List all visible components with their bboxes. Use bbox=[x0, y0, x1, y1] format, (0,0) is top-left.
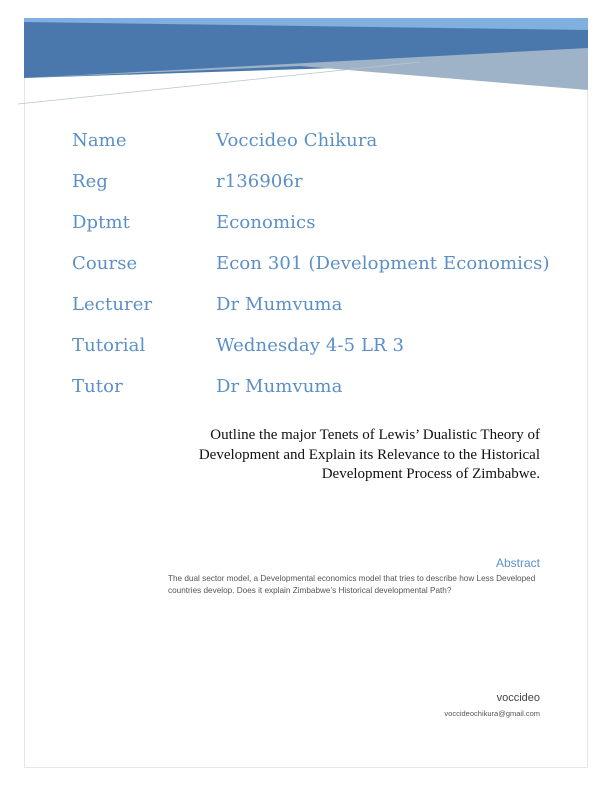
detail-label: Lecturer bbox=[72, 294, 153, 315]
abstract-text: The dual sector model, a Developmental economics model that tries to describe how Less Developed countries develop. Does it explain Zimbabwe’s Historical developmental Path? bbox=[168, 574, 536, 595]
detail-value: Economics bbox=[216, 212, 316, 233]
author-name: voccideo bbox=[496, 692, 540, 704]
detail-row-name bbox=[72, 120, 552, 161]
detail-value: Econ 301 (Development Economics) bbox=[216, 253, 550, 274]
title-line: Outline the major Tenets of Lewis’ Dualistic Theory of bbox=[210, 427, 540, 443]
assignment-title bbox=[160, 426, 540, 485]
detail-row-tutor bbox=[72, 366, 552, 407]
detail-row-lecturer bbox=[72, 284, 552, 325]
author-email: voccideochikura@gmail.com bbox=[444, 709, 540, 718]
detail-label: Tutorial bbox=[72, 335, 146, 356]
header-banner bbox=[0, 0, 612, 110]
detail-row-tutorial bbox=[72, 325, 552, 366]
detail-label: Course bbox=[72, 253, 138, 274]
detail-label: Name bbox=[72, 130, 127, 151]
title-line: Development and Explain its Relevance to the Historical bbox=[198, 446, 540, 463]
detail-label: Reg bbox=[72, 171, 109, 192]
detail-value: r136906r bbox=[216, 171, 303, 192]
detail-row-department bbox=[72, 202, 552, 243]
detail-row-course bbox=[72, 243, 552, 284]
detail-label: Tutor bbox=[72, 376, 123, 397]
title-line: Development Process of Zimbabwe. bbox=[321, 466, 540, 482]
detail-label: Dptmt bbox=[72, 212, 130, 233]
abstract-heading: Abstract bbox=[495, 556, 540, 570]
student-details bbox=[72, 120, 552, 407]
detail-value: Voccideo Chikura bbox=[216, 130, 378, 151]
detail-value: Dr Mumvuma bbox=[216, 376, 343, 397]
detail-value: Wednesday 4-5 LR 3 bbox=[216, 335, 405, 356]
detail-value: Dr Mumvuma bbox=[216, 294, 343, 315]
detail-row-reg bbox=[72, 161, 552, 202]
